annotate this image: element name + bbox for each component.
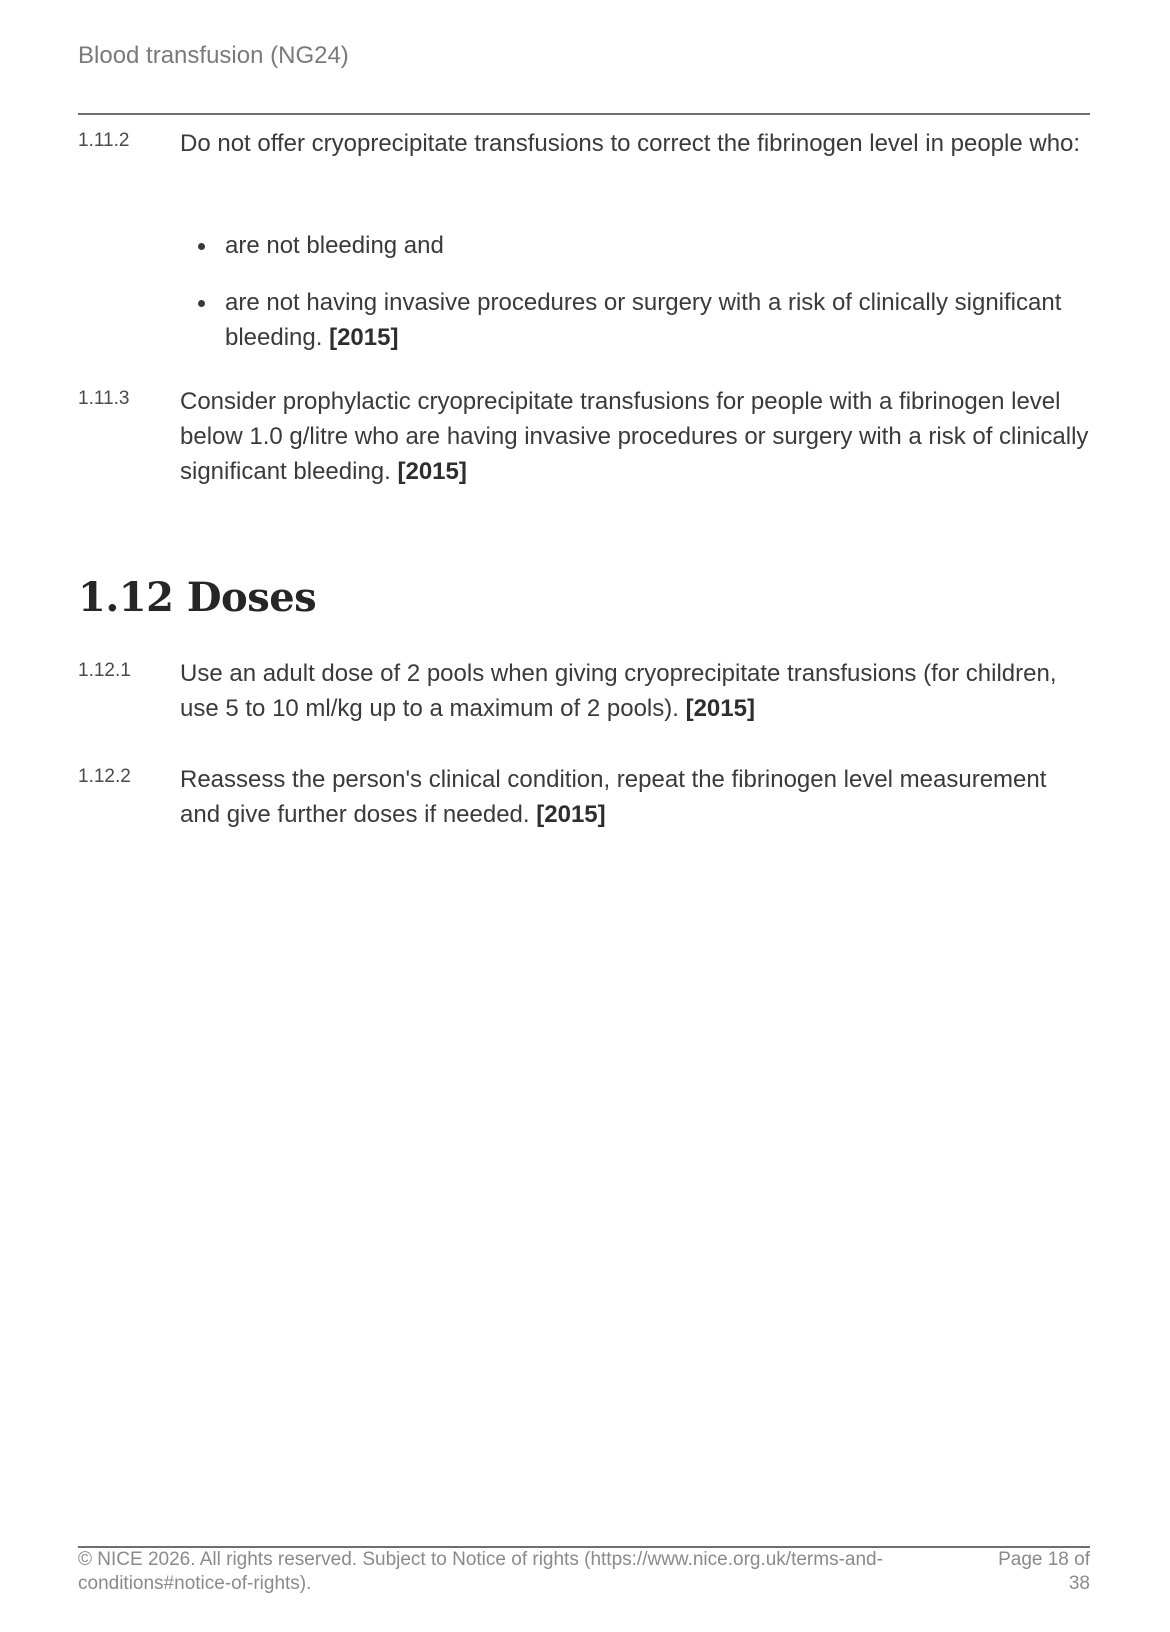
recommendation-number: 1.12.2 [78, 766, 131, 787]
recommendation-1-12-2 [78, 762, 1090, 832]
recommendation-text: Reassess the person's clinical condition, repeat the fibrinogen level measurement and give further doses if needed. [180, 766, 1047, 828]
recommendation-text-block [180, 656, 1090, 726]
recommendation-1-12-1 [78, 656, 1090, 726]
footer-page-number: Page 18 of 38 [998, 1549, 1090, 1594]
bullet-icon [198, 300, 205, 307]
year-tag: [2015] [329, 324, 399, 351]
list-item-text: are not having invasive procedures or surgery with a risk of clinically significant bleeding. [225, 289, 1062, 351]
running-header-title: Blood transfusion (NG24) [78, 42, 349, 69]
recommendation-text-block [180, 384, 1090, 489]
recommendation-text-block [180, 762, 1090, 832]
list-item-text: are not bleeding and [225, 232, 444, 259]
bullet-icon [198, 243, 205, 250]
recommendation-1-11-3 [78, 384, 1090, 489]
recommendation-number: 1.11.3 [78, 388, 130, 409]
recommendation-number: 1.12.1 [78, 660, 131, 681]
year-tag: [2015] [536, 801, 606, 828]
footer-copyright: © NICE 2026. All rights reserved. Subject to Notice of rights (https://www.nice.org.uk/terms-and-conditions#notice-of-rights). [78, 1549, 883, 1594]
header-divider [78, 113, 1090, 115]
recommendation-text: Do not offer cryoprecipitate transfusions to correct the fibrinogen level in people who: [180, 130, 1081, 157]
recommendation-1-11-2-bullets [180, 228, 1090, 355]
recommendation-text: Use an adult dose of 2 pools when giving cryoprecipitate transfusions (for children, use 5 to 10 ml/kg up to a maximum of 2 pools). [180, 660, 1057, 722]
recommendation-1-11-2 [78, 126, 1090, 161]
recommendation-text: Consider prophylactic cryoprecipitate transfusions for people with a fibrinogen level below 1.0 g/litre who are having invasive procedures or surgery with a risk of clinically significant bleeding. [180, 388, 1089, 485]
list-item [180, 285, 1090, 355]
year-tag: [2015] [397, 458, 467, 485]
year-tag: [2015] [685, 695, 755, 722]
recommendation-number: 1.11.2 [78, 130, 130, 151]
section-heading-doses: 1.12 Doses [78, 574, 317, 621]
list-item [180, 228, 1090, 263]
